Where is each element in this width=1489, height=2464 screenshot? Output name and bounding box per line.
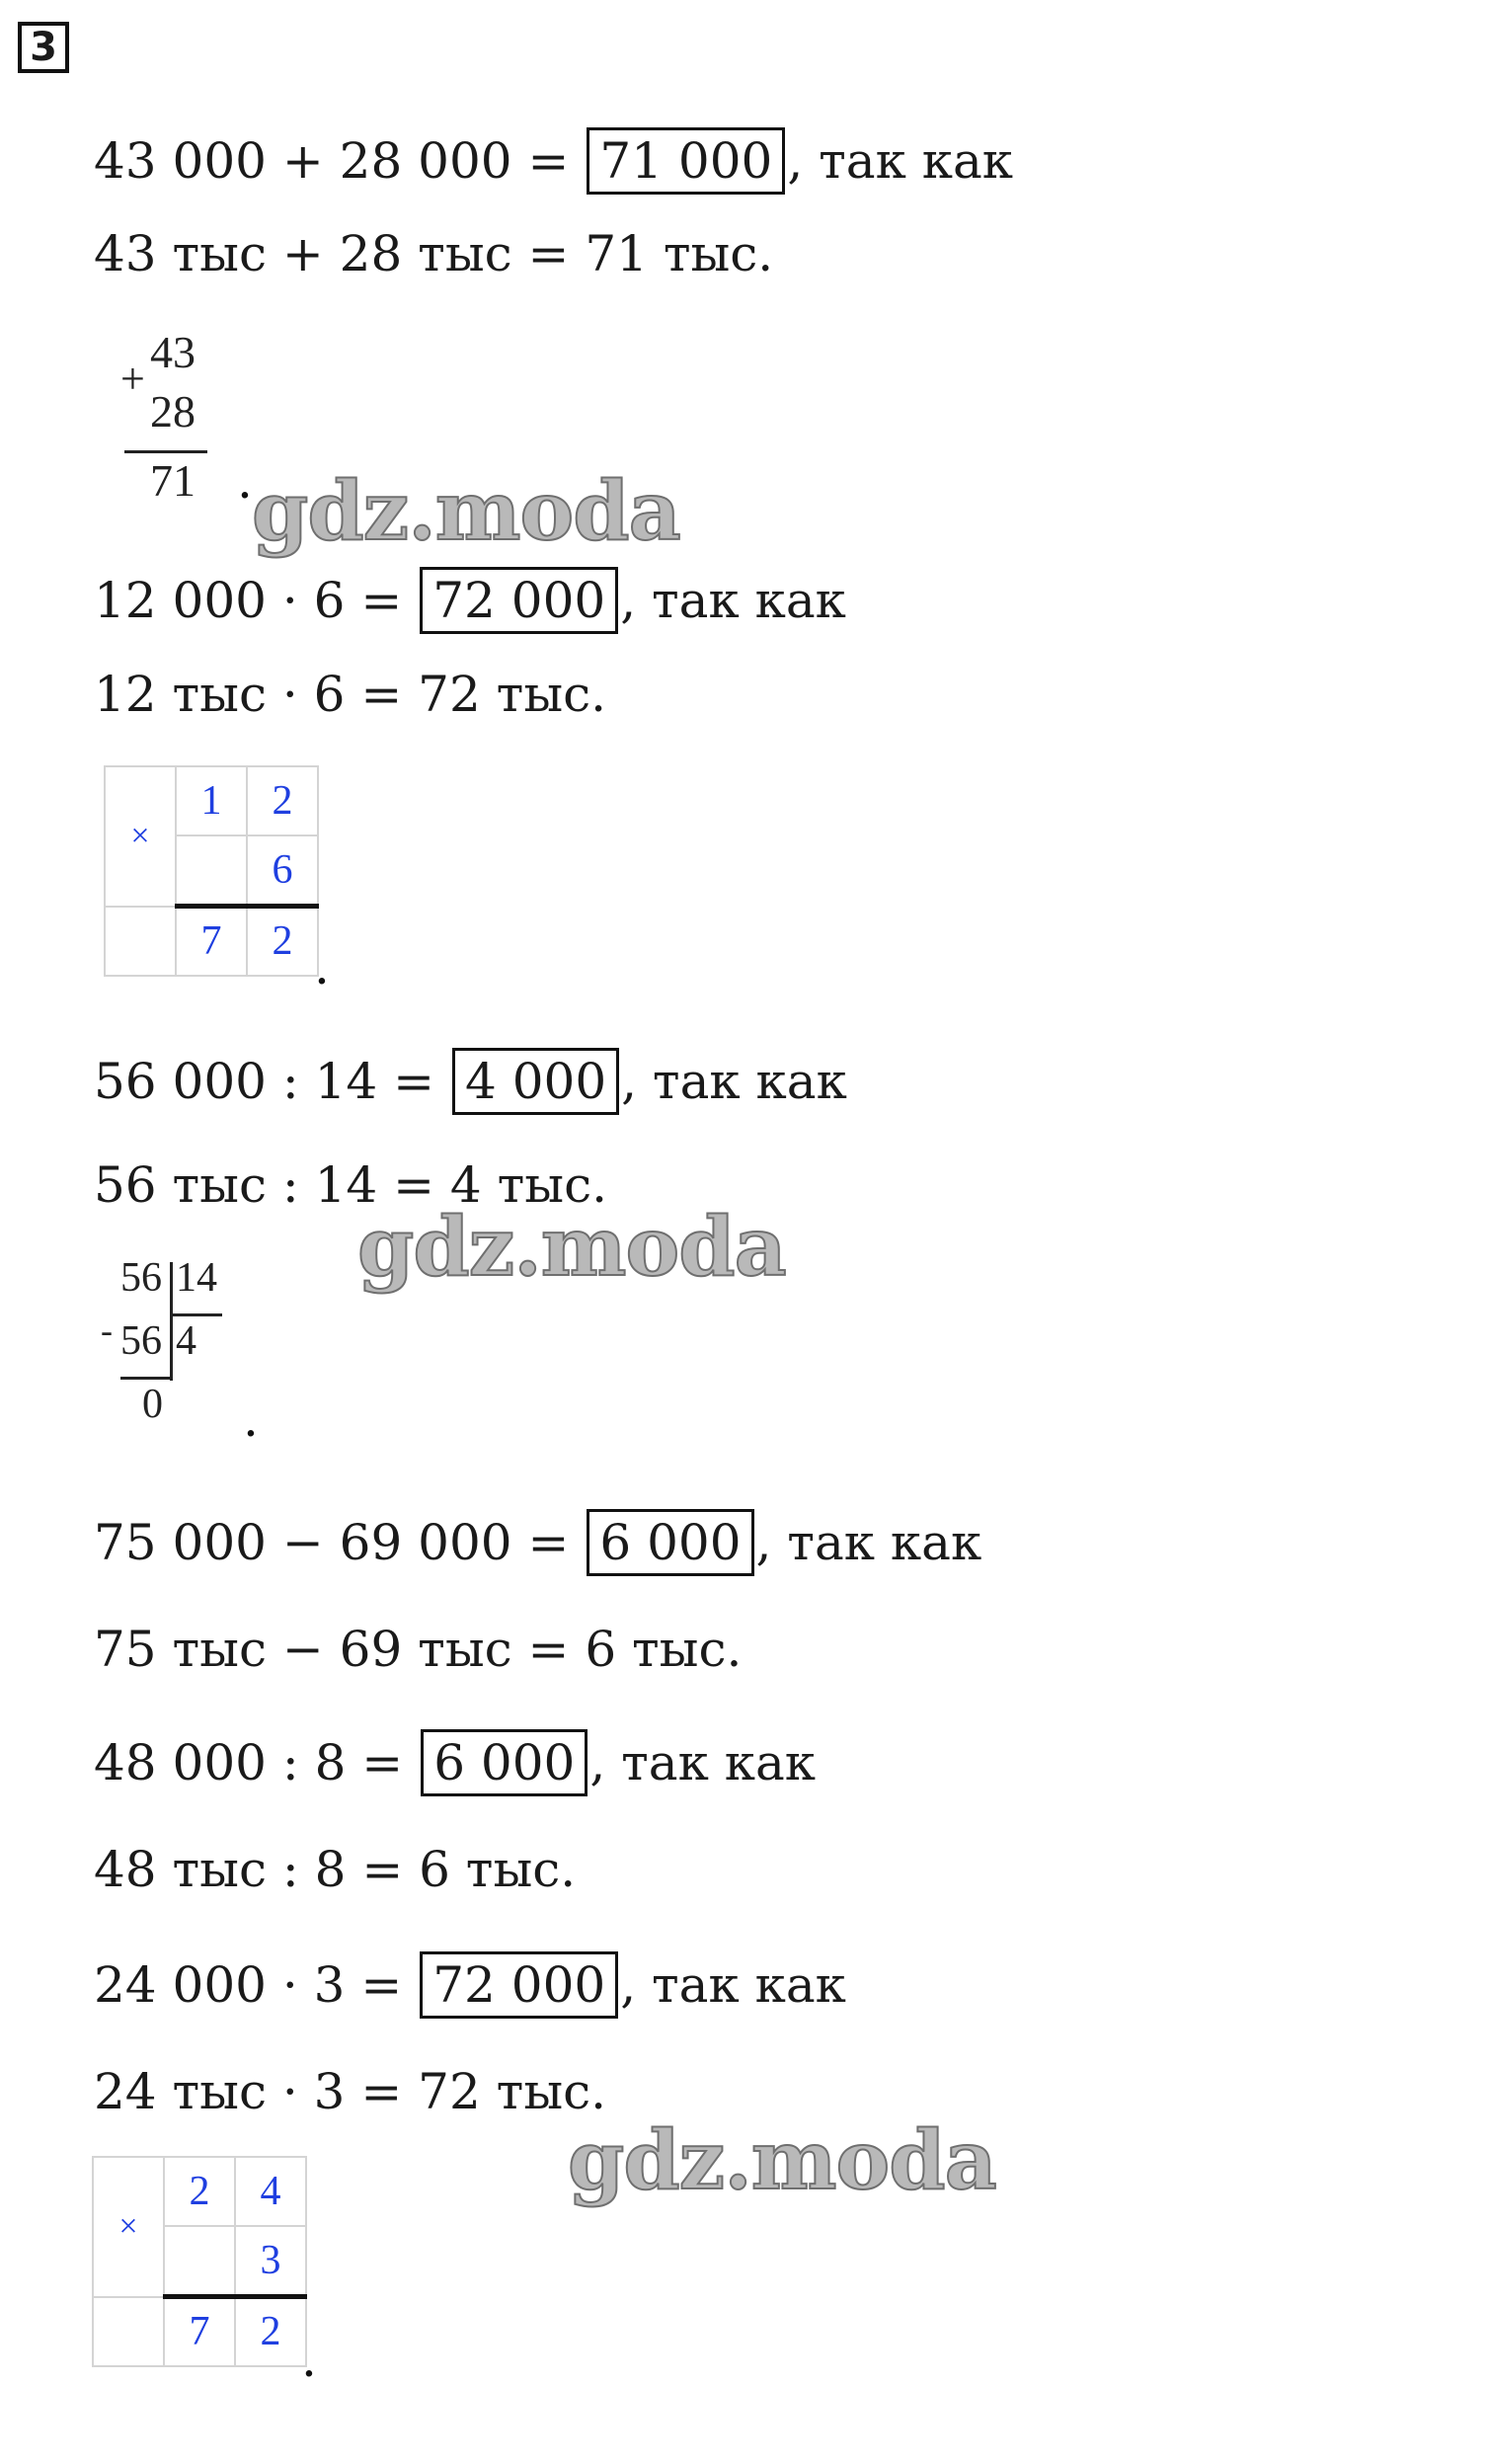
grid-2-cell: 4 xyxy=(235,2157,306,2226)
problem-2-explanation: 12 тыс · 6 = 72 тыс. xyxy=(94,666,607,723)
problem-3-line xyxy=(94,1047,847,1116)
problem-3-expression: 56 000 : 14 = xyxy=(94,1053,434,1110)
watermark-1: gdz.moda xyxy=(252,464,680,559)
problem-3-answer-box: 4 000 xyxy=(452,1048,619,1115)
grid-1-result-cell: 2 xyxy=(247,907,318,976)
multiplication-grid-1 xyxy=(104,765,319,977)
problem-5-expression: 48 000 : 8 = xyxy=(94,1734,404,1791)
problem-1-explanation: 43 тыс + 28 тыс = 71 тыс. xyxy=(94,225,774,282)
grid-2-sign: × xyxy=(93,2157,164,2297)
problem-3-suffix: , так как xyxy=(621,1053,847,1110)
grid-2-result-cell: 2 xyxy=(235,2297,306,2366)
column-division-line xyxy=(120,1377,172,1380)
problem-6-line xyxy=(94,1950,846,2020)
grid-2-cell: 2 xyxy=(164,2157,235,2226)
problem-1-expression: 43 000 + 28 000 = xyxy=(94,132,570,190)
column-division-dividend: 56 xyxy=(120,1255,162,1301)
trailing-dot: . xyxy=(243,1391,259,1448)
problem-2-line xyxy=(94,566,846,635)
grid-1-cell xyxy=(176,835,247,907)
column-division-subtrahend: 56 xyxy=(120,1318,162,1364)
column-addition-first: 43 xyxy=(150,327,196,377)
watermark-3: gdz.moda xyxy=(568,2113,996,2208)
column-division-bar xyxy=(170,1262,173,1381)
problem-5-answer-box: 6 000 xyxy=(421,1729,588,1796)
column-division-divisor-line xyxy=(173,1313,222,1316)
column-addition-result: 71 xyxy=(150,455,196,506)
grid-1-cell: 6 xyxy=(247,835,318,907)
problem-4-answer-box: 6 000 xyxy=(587,1509,753,1576)
problem-6-expression: 24 000 · 3 = xyxy=(94,1956,403,2014)
problem-1-suffix: , так как xyxy=(787,132,1014,190)
grid-2-result-cell: 7 xyxy=(164,2297,235,2366)
problem-6-suffix: , так как xyxy=(620,1956,846,2014)
problem-3-explanation: 56 тыс : 14 = 4 тыс. xyxy=(94,1156,607,1214)
problem-1-answer-box: 71 000 xyxy=(587,127,785,195)
problem-2-answer-box: 72 000 xyxy=(420,567,618,634)
problem-2-expression: 12 000 · 6 = xyxy=(94,572,403,629)
problem-4-suffix: , так как xyxy=(755,1514,982,1571)
trailing-dot: . xyxy=(314,938,330,995)
grid-1-cell-empty xyxy=(105,907,176,976)
grid-1-sign: × xyxy=(105,766,176,907)
grid-1-cell: 1 xyxy=(176,766,247,835)
trailing-dot: . xyxy=(237,452,253,510)
problem-2-suffix: , так как xyxy=(620,572,846,629)
column-division-sign: - xyxy=(101,1311,113,1350)
column-addition-second: 28 xyxy=(150,386,196,437)
column-addition-sign: + xyxy=(120,355,145,403)
problem-6-answer-box: 72 000 xyxy=(420,1951,618,2019)
problem-5-line xyxy=(94,1728,816,1797)
grid-2-cell xyxy=(164,2226,235,2297)
problem-5-suffix: , так как xyxy=(589,1734,817,1791)
problem-4-line xyxy=(94,1508,981,1577)
multiplication-grid-2 xyxy=(92,2156,307,2367)
problem-6-explanation: 24 тыс · 3 = 72 тыс. xyxy=(94,2063,607,2120)
trailing-dot: . xyxy=(301,2331,317,2388)
problem-4-explanation: 75 тыс − 69 тыс = 6 тыс. xyxy=(94,1621,743,1678)
problem-1-line xyxy=(94,126,1013,196)
problem-4-expression: 75 000 − 69 000 = xyxy=(94,1514,570,1571)
column-division-remainder: 0 xyxy=(142,1382,163,1427)
grid-2-cell-empty xyxy=(93,2297,164,2366)
grid-1-cell: 2 xyxy=(247,766,318,835)
column-addition-line xyxy=(124,450,207,453)
column-division-divisor: 14 xyxy=(176,1255,217,1301)
grid-2-cell: 3 xyxy=(235,2226,306,2297)
problem-5-explanation: 48 тыс : 8 = 6 тыс. xyxy=(94,1841,577,1898)
column-division xyxy=(99,1254,296,1452)
column-addition xyxy=(117,326,253,514)
task-number: 3 xyxy=(18,22,69,73)
grid-1-result-cell: 7 xyxy=(176,907,247,976)
column-division-quotient: 4 xyxy=(176,1318,196,1364)
watermark-2: gdz.moda xyxy=(357,1200,786,1295)
